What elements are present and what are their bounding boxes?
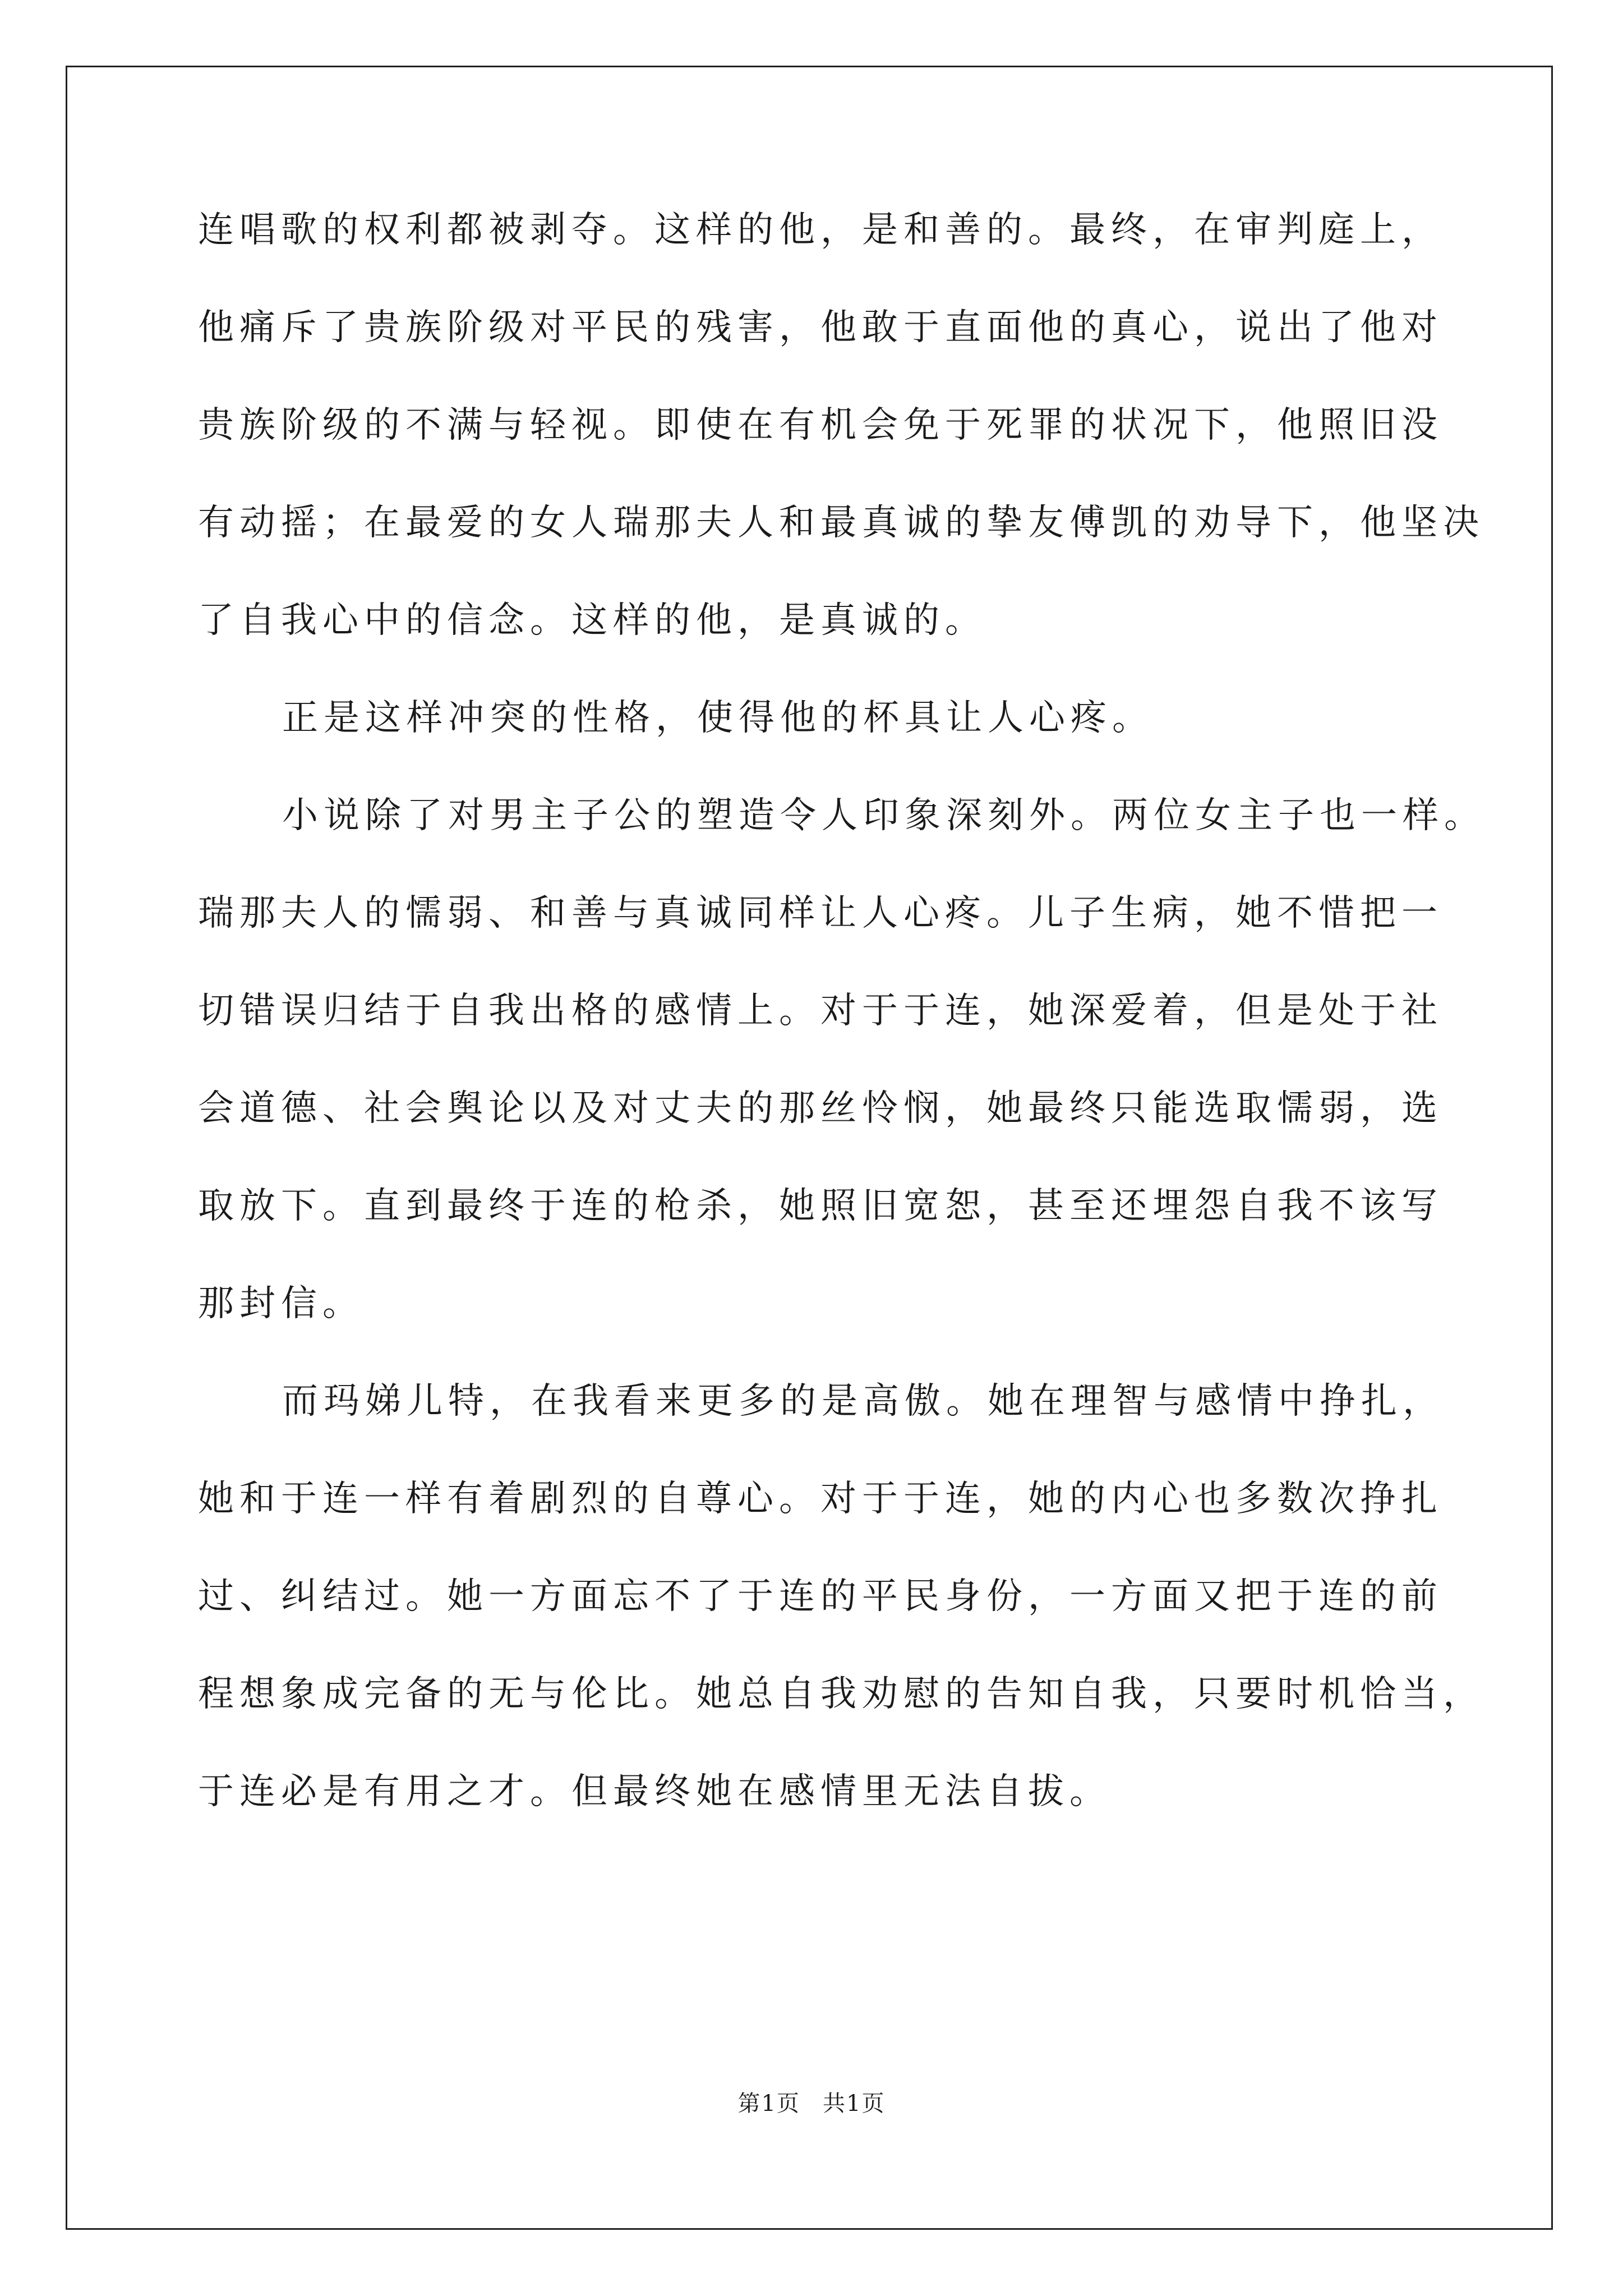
text-line: 她和于连一样有着剧烈的自尊心。对于于连，她的内心也多数次挣扎 xyxy=(198,1478,1443,1520)
text-line: 过、纠结过。她一方面忘不了于连的平民身份，一方面又把于连的前 xyxy=(198,1576,1443,1617)
text-line: 会道德、社会舆论以及对丈夫的那丝怜悯，她最终只能选取懦弱，选 xyxy=(198,1088,1443,1129)
paragraph-first-line: 而玛娣儿特，在我看来更多的是高傲。她在理智与感情中挣扎， xyxy=(282,1381,1444,1422)
text-line: 程想象成完备的无与伦比。她总自我劝慰的告知自我，只要时机恰当， xyxy=(198,1673,1484,1715)
text-line: 瑞那夫人的懦弱、和善与真诚同样让人心疼。儿子生病，她不惜把一 xyxy=(198,892,1443,934)
text-line: 有动摇；在最爱的女人瑞那夫人和最真诚的挚友傅凯的劝导下，他坚决 xyxy=(198,502,1484,544)
text-line: 取放下。直到最终于连的枪杀，她照旧宽恕，甚至还埋怨自我不该写 xyxy=(198,1185,1443,1227)
text-line: 于连必是有用之才。但最终她在感情里无法自拔。 xyxy=(198,1771,1111,1812)
page-total: 共1页 xyxy=(823,2091,886,2116)
text-line: 了自我心中的信念。这样的他，是真诚的。 xyxy=(198,600,986,641)
paragraph-first-line: 正是这样冲突的性格，使得他的杯具让人心疼。 xyxy=(282,697,1154,739)
paragraph-first-line: 小说除了对男主子公的塑造令人印象深刻外。两位女主子也一样。 xyxy=(282,795,1486,836)
page-border xyxy=(66,66,1553,2230)
text-line: 那封信。 xyxy=(198,1283,364,1324)
text-line: 贵族阶级的不满与轻视。即使在有机会免于死罪的状况下，他照旧没 xyxy=(198,404,1443,446)
text-line: 切错误归结于自我出格的感情上。对于于连，她深爱着，但是处于社 xyxy=(198,990,1443,1032)
page-number: 第1页 xyxy=(737,2091,800,2116)
text-line: 他痛斥了贵族阶级对平民的残害，他敢于直面他的真心，说出了他对 xyxy=(198,307,1443,348)
page-footer xyxy=(0,2090,1623,2118)
text-line: 连唱歌的权利都被剥夺。这样的他，是和善的。最终，在审判庭上， xyxy=(198,209,1443,251)
